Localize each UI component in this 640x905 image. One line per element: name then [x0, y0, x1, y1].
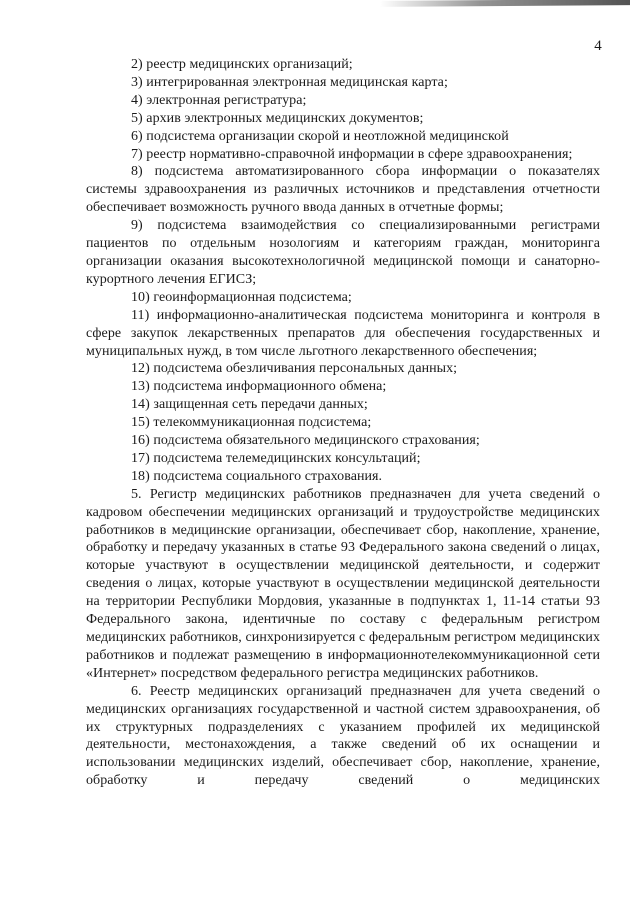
list-item-4: 4) электронная регистратура; — [131, 92, 307, 108]
list-item-8: 8) подсистема автоматизированного сбора информации о показателях системы здравоохранения из различных источников и представления отчетности обеспечивает возможность ручного ввода данных в отчетные формы; — [86, 164, 600, 216]
list-item-12: 12) подсистема обезличивания персональных данных; — [131, 361, 458, 377]
section-6-paragraph: 6. Реестр медицинских организаций предназначен для учета сведений о медицинских организациях государственной и частной систем здравоохранения, об их структурных подразделениях с указанием профилей их медицинской деятельности, местонахождения, а также сведений об их оснащении и использовании медицинских изделий, обеспечивает сбор, накопление, хранение, обработку и передачу сведений о медицинских — [86, 683, 600, 789]
list-item-2: 2) реестр медицинских организаций; — [131, 57, 353, 72]
document-body — [86, 56, 600, 790]
list-item-7: 7) реестр нормативно-справочной информации в сфере здравоохранения; — [131, 146, 573, 162]
list-item-6: 6) подсистема организации скорой и неотложной медицинской — [131, 128, 509, 144]
list-item-3: 3) интегрированная электронная медицинская карта; — [131, 74, 448, 90]
list-item-14: 14) защищенная сеть передачи данных; — [131, 397, 368, 413]
list-item-13: 13) подсистема информационного обмена; — [131, 379, 387, 395]
scan-edge-artifact — [380, 0, 630, 7]
list-item-15: 15) телекоммуникационная подсистема; — [131, 415, 372, 431]
list-item-17: 17) подсистема телемедицинских консультаций; — [131, 450, 421, 466]
section-5-paragraph: 5. Регистр медицинских работников предназначен для учета сведений о кадровом обеспечении медицинских организаций и трудоустройстве медицинских работников в медицинские организации, обеспечивает сбор, накопление, хранение, обработку и передачу указанных в статье 93 Федерального закона сведений о лицах, которые участвуют в осуществлении медицинской деятельности, и содержит сведения о лицах, которые участвуют в осуществлении медицинской деятельности на территории Республики Мордовия, указанные в подпунктах 1, 11-14 статьи 93 Федерального закона, идентичные по составу с федеральным регистром медицинских работников, синхронизируется с федеральным регистром медицинских работников и подлежат размещению в информационнотелекоммуникационной сети «Интернет» посредством федерального регистра медицинских работников. — [86, 486, 600, 681]
list-item-16: 16) подсистема обязательного медицинского страхования; — [131, 433, 480, 449]
list-item-11: 11) информационно-аналитическая подсистема мониторинга и контроля в сфере закупок лекарственных препаратов для обеспечения государственных и муниципальных нужд, в том числе льготного лекарственного обеспечения; — [86, 307, 600, 359]
list-item-5: 5) архив электронных медицинских документов; — [131, 110, 424, 126]
page-number: 4 — [594, 38, 602, 54]
list-item-9: 9) подсистема взаимодействия со специализированными регистрами пациентов по отдельным нозологиям и категориям граждан, мониторинга организации оказания высокотехнологичной медицинской помощи и санаторно-курортного лечения ЕГИСЗ; — [86, 218, 600, 287]
list-item-10: 10) геоинформационная подсистема; — [131, 289, 352, 305]
list-item-18: 18) подсистема социального страхования. — [131, 468, 383, 484]
